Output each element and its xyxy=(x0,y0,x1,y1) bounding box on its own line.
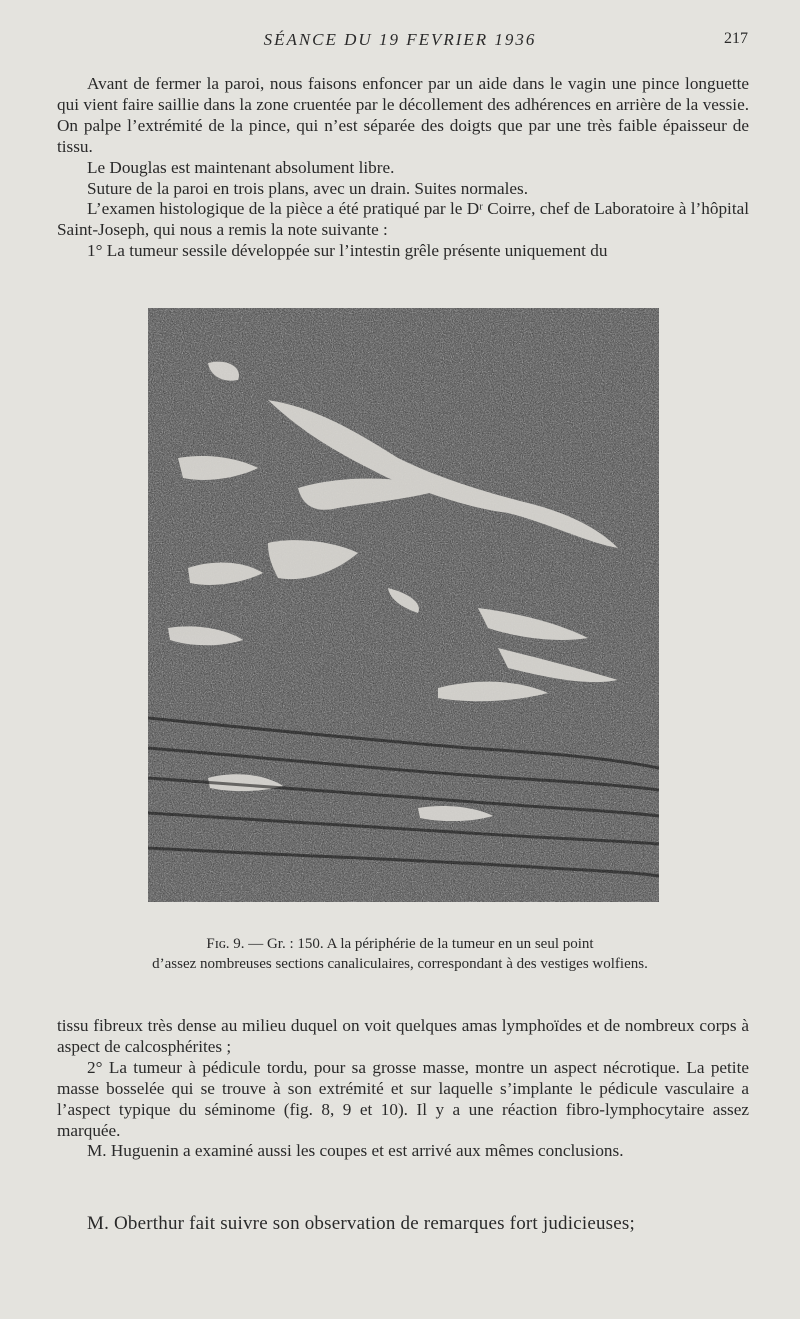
paragraph: M. Huguenin a examiné aussi les coupes et est arrivé aux mêmes conclusions. xyxy=(87,1141,624,1161)
page-number: 217 xyxy=(724,30,748,47)
closing-line: M. Oberthur fait suivre son observation de remarques fort judicieuses; xyxy=(87,1213,635,1234)
paragraph: L’examen histologique de la pièce a été pratiqué par le Dʳ Coirre, chef de Laboratoire à l’hôpital Saint-Joseph, qui nous a remis la note suivante : xyxy=(57,199,749,240)
micrograph-image xyxy=(148,308,659,902)
figure-caption xyxy=(100,934,700,974)
paragraph: Le Douglas est maintenant absolument libre. xyxy=(87,157,395,177)
paragraph: 1° La tumeur sessile développée sur l’intestin grêle présente uniquement du xyxy=(87,241,608,261)
micrograph-figure xyxy=(148,308,659,902)
bottom-text-block xyxy=(57,1016,749,1162)
paragraph: Suture de la paroi en trois plans, avec un drain. Suites normales. xyxy=(87,178,529,198)
page-header xyxy=(0,30,800,52)
paragraph: tissu fibreux très dense au milieu duquel on voit quelques amas lymphoïdes et de nombreux corps à aspect de calcosphérites ; xyxy=(57,1016,749,1056)
caption-line: Fɪɢ. 9. — Gr. : 150. A la périphérie de la tumeur en un seul point xyxy=(206,936,594,952)
top-text-block xyxy=(57,74,749,262)
paragraph: Avant de fermer la paroi, nous faisons enfoncer par un aide dans le vagin une pince longuette qui vient faire saillie dans la zone cruentée par le décollement des adhérences en arrière de la vessie. On palpe l’extrémité de la pince, qui n’est séparée des doigts que par une très faible épaisseur de tissu. xyxy=(57,74,749,156)
running-head: SÉANCE DU 19 FEVRIER 1936 xyxy=(263,30,537,49)
paragraph: 2° La tumeur à pédicule tordu, pour sa grosse masse, montre un aspect nécrotique. La petite masse bosselée qui se trouve à son extrémité et sur laquelle s’implante le pédicule vasculaire a l’aspect typique du séminome (fig. 8, 9 et 10). Il y a une réaction fibro-lymphocytaire assez marquée. xyxy=(57,1057,749,1140)
caption-line: d’assez nombreuses sections canaliculaires, correspondant à des vestiges wolfiens. xyxy=(152,956,648,972)
